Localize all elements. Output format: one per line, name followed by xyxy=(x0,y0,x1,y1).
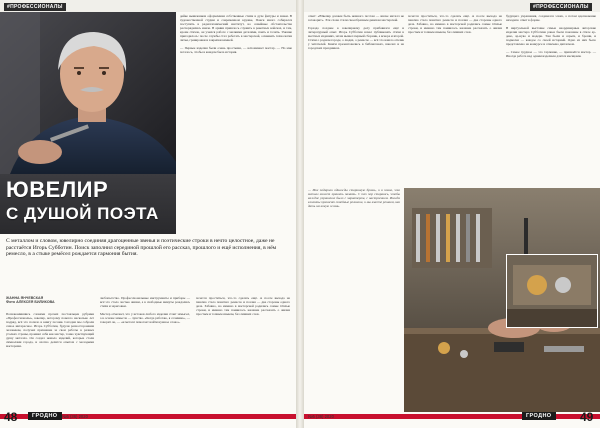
right-page-number: 49 xyxy=(580,410,594,424)
inset-image xyxy=(507,255,597,327)
left-issue: №5 (36) 2020 xyxy=(62,414,88,419)
right-issue: №5 (36) 2020 xyxy=(308,414,334,419)
left-body-column-1: Познакомившись словами прочих постояльцев рубрики «Профессионалы», ювелир, которому повезло несколько лет подряд, всё это попало в книгу поэзии. Сегодня мы собрали самое интересное. Игорь Субботин, будучи разносторонним человеком, получил признание за свои работы в разных уголках страны, проявил себя как мастер, тонко чувствующий душу металла. Он создал немало изделий, которые стали символами города, и охотно делится опытом с молодыми мастерами. xyxy=(6,312,95,349)
inset-photo xyxy=(506,254,598,328)
right-brand: ГРОДНО xyxy=(522,412,556,420)
byline-author: ЖАННА ЯНЧЕВСКАЯ xyxy=(6,296,44,300)
headline-line2: С ДУШОЙ ПОЭТА xyxy=(6,204,159,223)
right-quote-column: — Мне подарили однажды старинную брошь, и я понял, что металл может хранить память. С тех пор стараюсь, чтобы каждое украшение было с характером, с настроением. Иногда клиенты приносят семейные реликвии, и мы вместе решаем, как дать им новую жизнь. xyxy=(308,188,401,209)
left-body-column-2: любопытство. Профессиональные инструменты и приборы — всё это стало частью жизни, а в свободные минуты рождались стихи и зарисовки. Мастер отмечает, что у истоков любого изделия стоит замысел, а в основе замысла — чувство. «Когда работаю, я сочиняю», — говорит он, — «и металл помогает найти нужное слово». xyxy=(100,296,190,325)
headline-line1: ЮВЕЛИР xyxy=(6,177,109,202)
portrait-image xyxy=(0,12,176,174)
left-brand: ГРОДНО xyxy=(28,412,62,420)
right-column-1: ответ: «Ювелир должен быть немного поэтом — иначе металл не заговорит». Эти слова стали своеобразным девизом мастерской. Гораздо позднее к ювелирному делу прибавился ещё и литературный опыт. Игорь Субботин начал публиковать стихи в местных изданиях, затем вышел первый сборник, а вскоре и второй. Стихи о родном городе, о людях, о ремесле — всё это нашло отклик у читателей. Книги презентовались в библиотеках, школах и на городских праздниках. xyxy=(308,14,405,51)
lead-paragraph: С металлом и словом, ювелирно соединяя драгоценные звенья и поэтические строки в нечто целостное, даже не расстаётся Игорь Субботин. Поиск заполнил серединой прошлой его рассказ, прошлого и ещё исполнения, в нём ремесло, в а стыке ремёсел рождается гармония бытия. xyxy=(6,238,277,258)
left-page xyxy=(0,0,296,428)
portrait-photo xyxy=(0,12,176,174)
rubric-tag: #ПРОФЕССИОНАЛЫ xyxy=(4,3,66,11)
byline xyxy=(6,296,96,305)
left-page-number: 48 xyxy=(4,410,18,424)
right-page xyxy=(304,0,600,428)
right-footer-bar xyxy=(304,414,600,419)
right-column-3: будущего украшения, создавался эскиз, а потом вдохновение находило ответ в форме. В виртуальной выставке самые неординарные авторские изделия мастера Субботина ранее были показаны в стиле ар-деко, ар-нуво и модерн. Там были и серьги, и броши, и подвески — каждое со своей историей. Одно из них было представлено на конкурсе и отмечено дипломом. — Самое трудное — это терпение, — признаётся мастер. — Иногда работа над одним изделием длится месяцами. xyxy=(506,14,596,59)
spine-gutter xyxy=(296,0,304,428)
byline-photo: Фото АЛЕКСЕЯ БИЛИКОВА xyxy=(6,300,55,305)
right-column-2: хочется проститься, что-то сделать ещё. А после выхода на пенсию стало понятно: ремесло и поэзия — две стороны одного дела. Забавно, но именно в мастерской родились самые тёплые строки, и именно там появилось желание рассказать о жизни простым и точным языком, без лишних слов. xyxy=(408,14,503,35)
left-body-column-3: хочется проститься, что-то сделать ещё. А после выхода на пенсию стало понятно: ремесло и поэзия — две стороны одного дела. Забавно, но именно в мастерской родились самые тёплые строки, и именно там появилось желание рассказать о жизни простым и точным языком, без лишних слов. xyxy=(196,296,291,317)
left-column-top: дейке выявлением оформлении собственные стихи в духе фигуры и знаки. В художественной студии и современном кружке, Поиск много собирался поступить в радиотехнический институт, но семейные обстоятельства распорядились иначе. В армии пришлось служить в ракетных войсках, и там, кроме стихов, он учился работе с мелкими деталями, паять и точить. Умение пригодилось: после службы стал работать в мастерской, осваивать технологии литья, гравировки и закрепки камней. — Первые изделия были очень простыми, — вспоминает мастер. — Но мне хотелось, чтобы в каждом была история. xyxy=(180,14,292,55)
rubric-tag-right: #ПРОФЕССИОНАЛЫ xyxy=(530,3,592,11)
